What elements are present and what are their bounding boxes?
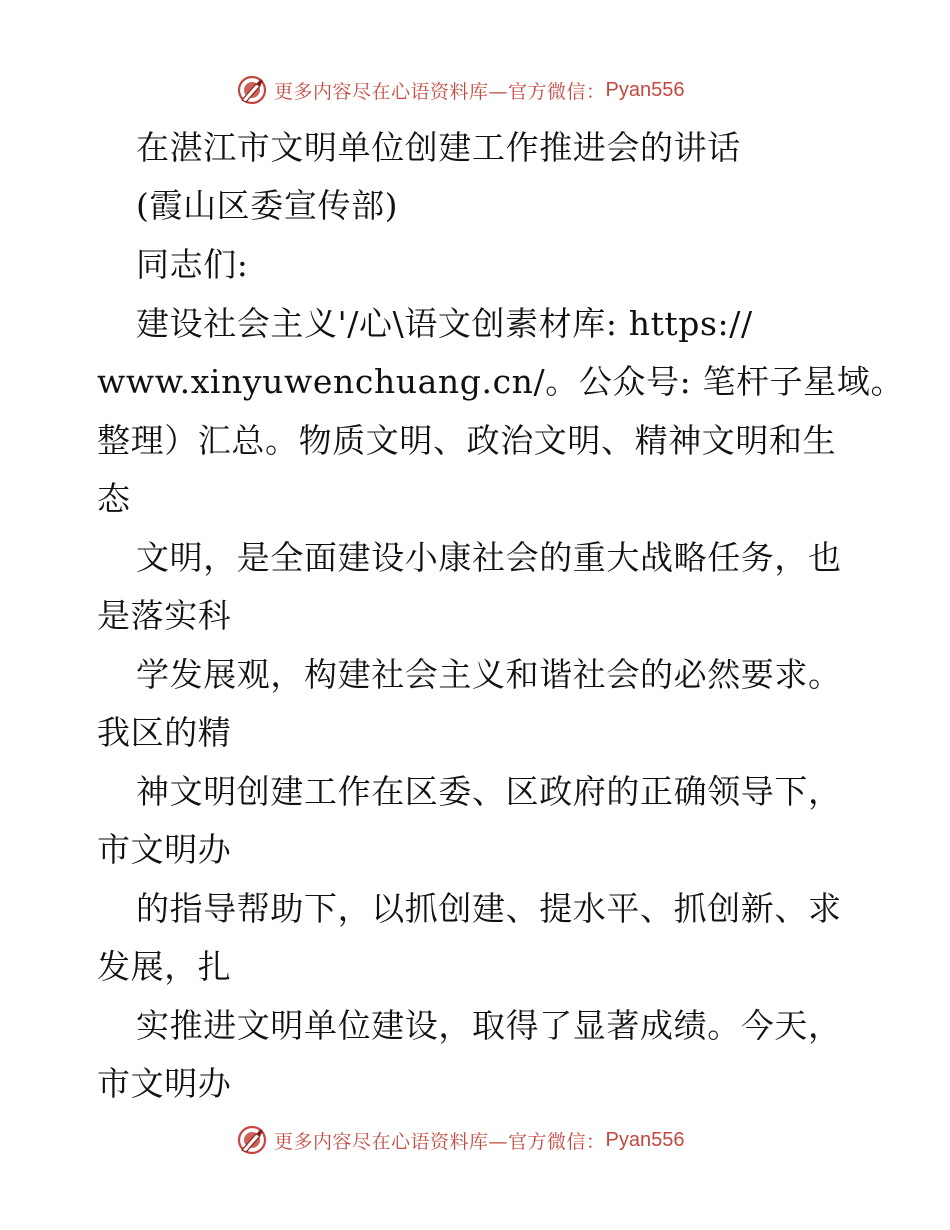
doc-line: 发展，扎 <box>97 947 232 986</box>
doc-line: 是落实科 <box>97 596 232 635</box>
watermark-wechat-id: Pyan556 <box>605 1128 685 1151</box>
doc-line: 学发展观，构建社会主义和谐社会的必然要求。 <box>136 655 842 694</box>
watermark-text: 更多内容尽在心语资料库—官方微信： <box>274 80 606 103</box>
header-watermark <box>236 72 684 108</box>
doc-line: 建设社会主义'/心\语文创素材库: https:// <box>136 304 753 343</box>
doc-line: 神文明创建工作在区委、区政府的正确领导下， <box>136 772 842 811</box>
footer-watermark <box>236 1122 684 1158</box>
doc-line: 市文明办 <box>97 1064 232 1103</box>
doc-line: 我区的精 <box>97 713 232 752</box>
doc-line: 整理）汇总。物质文明、政治文明、精神文明和生 <box>97 421 837 460</box>
doc-title: 在湛江市文明单位创建工作推进会的讲话 <box>136 128 741 167</box>
doc-line: 实推进文明单位建设，取得了显著成绩。今天， <box>136 1006 842 1045</box>
doc-salutation: 同志们: <box>136 245 249 284</box>
doc-subtitle: (霞山区委宣传部) <box>136 186 399 225</box>
doc-line: www.xinyuwenchuang.cn/。公众号: 笔杆子星域。 <box>97 362 905 401</box>
doc-line: 市文明办 <box>97 830 232 869</box>
watermark-wechat-id: Pyan556 <box>605 78 685 101</box>
pen-logo-icon <box>236 74 268 106</box>
watermark-text: 更多内容尽在心语资料库—官方微信： <box>274 1130 606 1153</box>
doc-line: 文明，是全面建设小康社会的重大战略任务，也 <box>136 538 842 577</box>
doc-line: 态 <box>97 479 131 518</box>
doc-line: 的指导帮助下，以抓创建、提水平、抓创新、求 <box>136 889 842 928</box>
pen-logo-icon <box>236 1124 268 1156</box>
